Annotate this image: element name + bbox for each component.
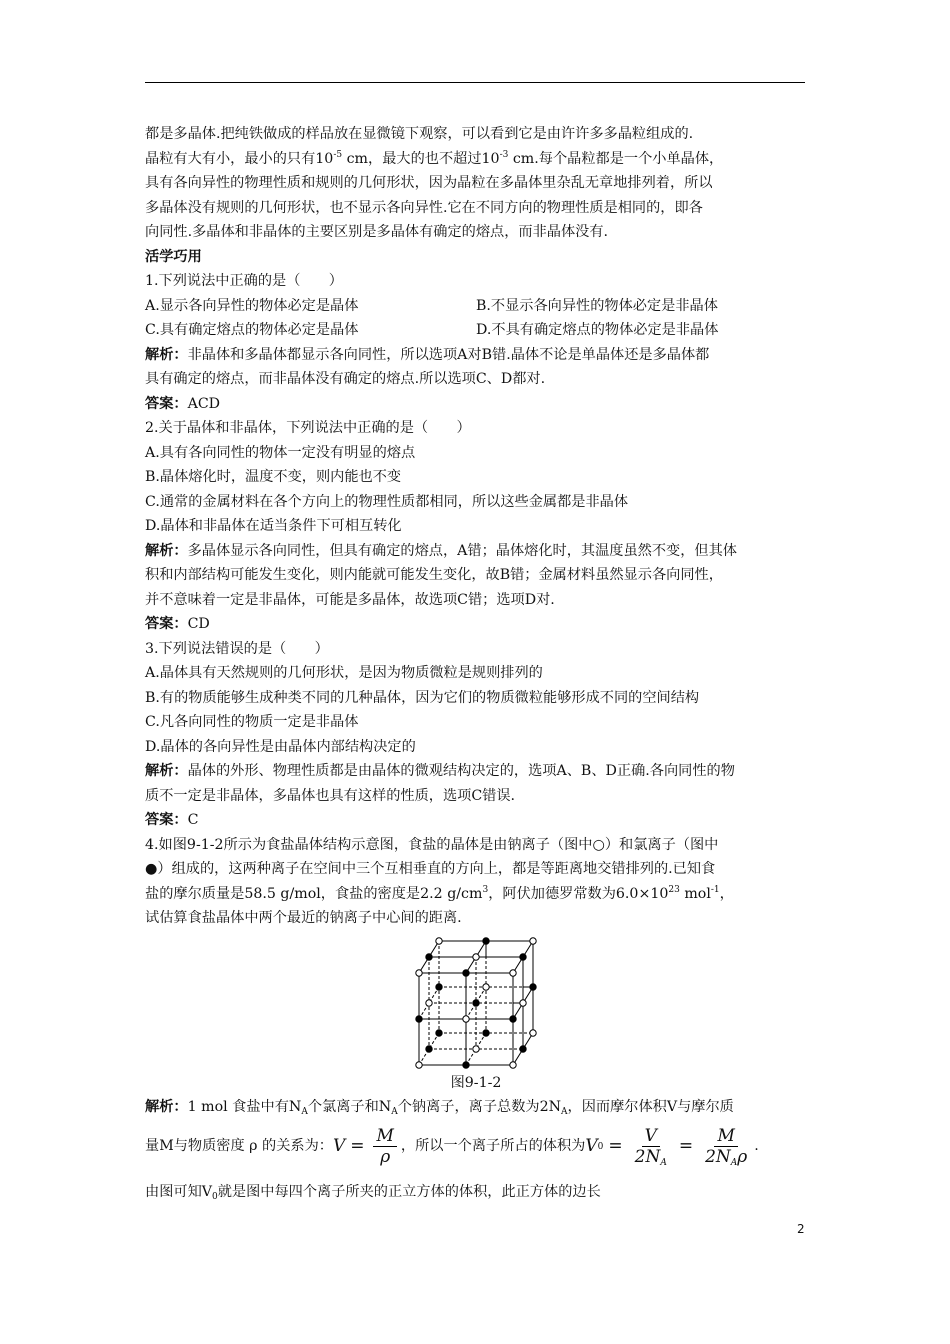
intro-line-4: 多晶体没有规则的几何形状，也不显示各向异性.它在不同方向的物理性质是相同的，即各 [145, 199, 703, 216]
q3-option-c: C.凡各向同性的物质一定是非晶体 [145, 714, 359, 730]
section-title: 活学巧用 [145, 248, 202, 265]
q3-analysis-2: 质不一定是非晶体，多晶体也具有这样的性质，选项C错误. [145, 787, 516, 804]
q2-option-a: A.具有各向同性的物体一定没有明显的熔点 [145, 444, 416, 461]
q4-line-1: 4.如图9-1-2所示为食盐晶体结构示意图，食盐的晶体是由钠离子（图中○）和氯离子（图中 [145, 836, 719, 853]
intro-line-2: 晶粒有大有小，最小的只有$10^{-5}$ cm，最大的也不超过$10^{-3}$ cm.每个晶粒都是一个小单晶体， [145, 149, 724, 167]
q3-option-a: A.晶体具有天然规则的几何形状，是因为物质微粒是规则排列的 [145, 665, 543, 681]
q1-option-c: C.具有确定熔点的物体必定是晶体 [145, 322, 359, 338]
q3-option-b: B.有的物质能够生成种类不同的几种晶体，因为它们的物质微粒能够形成不同的空间结构 [145, 689, 700, 706]
q4-line-4: 试估算食盐晶体中两个最近的钠离子中心间的距离. [145, 910, 462, 926]
q1-analysis-1: 解析：非晶体和多晶体都显示各向同性，所以选项A对B错.晶体不论是单晶体还是多晶体都 [145, 346, 710, 363]
q4-analysis-1: 解析：1 mol 食盐中有$N_A$个氯离子和$N_A$个钠离子，离子总数为$2N_A$，因而摩尔体积V与摩尔质 [145, 1099, 734, 1117]
q2-option-c: C.通常的金属材料在各个方向上的物理性质都相同，所以这些金属都是非晶体 [145, 493, 629, 510]
q1-options-ab [145, 294, 807, 319]
page-number: 2 [797, 1222, 805, 1236]
intro-line-5: 向同性.多晶体和非晶体的主要区别是多晶体有确定的熔点，而非晶体没有. [145, 224, 609, 240]
nacl-crystal-figure [145, 935, 807, 1071]
intro-line-1: 都是多晶体.把纯铁做成的样品放在显微镜下观察，可以看到它是由许许多多晶粒组成的. [145, 126, 694, 142]
q1-analysis-2: 具有确定的熔点，而非晶体没有确定的熔点.所以选项C、D都对. [145, 371, 546, 387]
q1-option-b: B.不显示各向异性的物体必定是非晶体 [476, 297, 718, 314]
q4-line-3: 盐的摩尔质量是58.5 g/mol，食盐的密度是2.2 $g/cm^3$，阿伏加德罗常数为$6.0\times 10^{23}$ mol$^{-1}$， [145, 884, 734, 902]
q2-option-b: B.晶体熔化时，温度不变，则内能也不变 [145, 469, 402, 485]
q4-analysis-2: 量M与物质密度 ρ 的关系为： V = $\frac{M}{\rho}$ ，所以一个离子所占的体积为 V 0 = $\frac{V}{2N_A}$ = $\frac{M}{2N_A\rho}$ . [145, 1126, 759, 1168]
q3-analysis-1: 解析：晶体的外形、物理性质都是由晶体的微观结构决定的，选项A、B、D正确.各向同性的物 [145, 763, 735, 779]
q1-answer: 答案：ACD [145, 395, 221, 412]
document-body [145, 122, 807, 1204]
q4-analysis-3: 由图可知$V_0$就是图中每四个离子所夹的正立方体的体积，此正方体的边长 [145, 1183, 601, 1202]
q3-stem: 3.下列说法错误的是（ ） [145, 640, 329, 657]
header-rule [145, 82, 805, 83]
q4-line-2: ●）组成的，这两种离子在空间中三个互相垂直的方向上，都是等距离地交错排列的.已知食 [145, 861, 716, 877]
q2-option-d: D.晶体和非晶体在适当条件下可相互转化 [145, 518, 402, 534]
q2-answer: 答案：CD [145, 616, 210, 632]
q2-analysis-2: 积和内部结构可能发生变化，则内能就可能发生变化，故B错；金属材料虽然显示各向同性， [145, 567, 723, 583]
q1-stem: 1.下列说法中正确的是（ ） [145, 273, 343, 289]
q3-option-d: D.晶体的各向异性是由晶体内部结构决定的 [145, 738, 416, 755]
q2-analysis-1: 解析：多晶体显示各向同性，但具有确定的熔点，A错；晶体熔化时，其温度虽然不变，但其体 [145, 542, 737, 559]
ion-volume-formula: V 0 = $\frac{V}{2N_A}$ = $\frac{M}{2N_A\rho}$ [585, 1126, 748, 1168]
q2-analysis-3: 并不意味着一定是非晶体，可能是多晶体，故选项C错；选项D对. [145, 591, 555, 608]
q3-answer: 答案：C [145, 812, 199, 828]
molar-volume-formula: V = $\frac{M}{\rho}$ [333, 1126, 401, 1167]
figure-caption: 图9-1-2 [450, 1074, 502, 1091]
q2-stem: 2.关于晶体和非晶体，下列说法中正确的是（ ） [145, 420, 471, 436]
q1-options-cd [145, 318, 807, 343]
q1-option-a: A.显示各向异性的物体必定是晶体 [145, 297, 359, 314]
q1-option-d: D.不具有确定熔点的物体必定是非晶体 [476, 322, 719, 338]
intro-line-3: 具有各向异性的物理性质和规则的几何形状，因为晶粒在多晶体里杂乱无章地排列着，所以 [145, 175, 713, 191]
nacl-lattice-diagram [415, 935, 539, 1071]
